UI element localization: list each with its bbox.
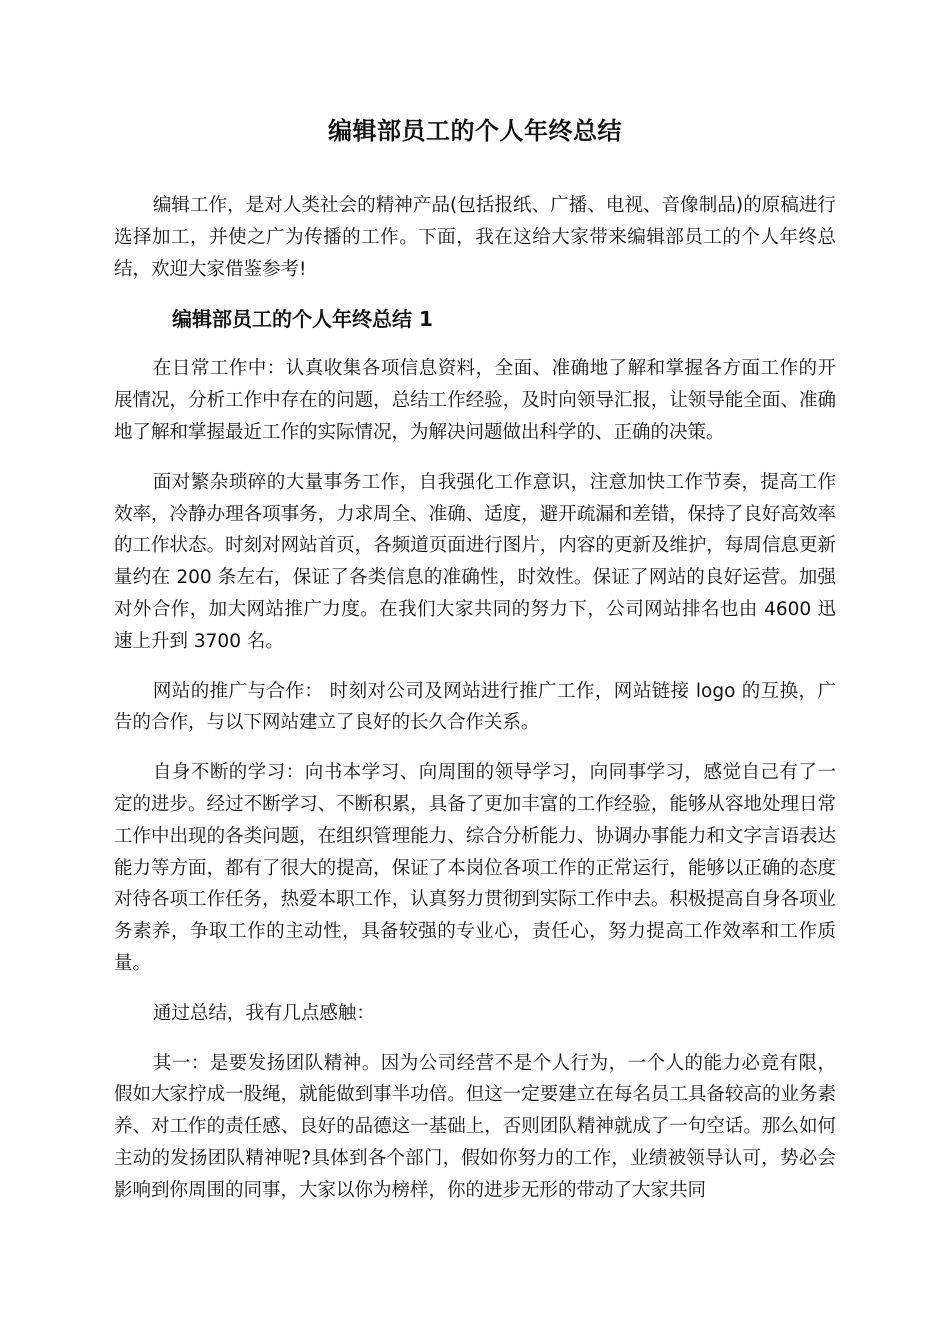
body-paragraph: 通过总结，我有几点感触：: [152, 1002, 375, 1024]
intro-paragraph: 编辑工作，是对人类社会的精神产品(包括报纸、广播、电视、音像制品)的原稿进行选择加工，并使之广为传播的工作。下面，我在这给大家带来编辑部员工的个人年终总结，欢迎大家借鉴参考!: [114, 195, 836, 280]
section-heading: 编辑部员工的个人年终总结 1: [172, 307, 433, 332]
body-paragraph: 自身不断的学习：向书本学习、向周围的领导学习，向同事学习，感觉自己有了一定的进步。经过不断学习、不断积累，具备了更加丰富的工作经验，能够从容地处理日常工作中出现的各类问题，在组织管理能力、综合分析能力、协调办事能力和文字言语表达能力等方面，都有了很大的提高，保证了本岗位各项工作的正常运行，能够以正确的态度对待各项工作任务，热爱本职工作，认真努力贯彻到实际工作中去。积极提高自身各项业务素养，争取工作的主动性，具备较强的专业心，责任心，努力提高工作效率和工作质量。: [114, 762, 836, 974]
document-title: 编辑部员工的个人年终总结: [328, 117, 622, 145]
body-paragraph: 网站的推广与合作： 时刻对公司及网站进行推广工作，网站链接 logo 的互换，广告的合作，与以下网站建立了良好的长久合作关系。: [114, 680, 836, 734]
body-paragraph: 面对繁杂琐碎的大量事务工作，自我强化工作意识，注意加快工作节奏，提高工作效率，冷静办理各项事务，力求周全、准确、适度，避开疏漏和差错，保持了良好高效率的工作状态。时刻对网站首页，各频道页面进行图片，内容的更新及维护，每周信息更新量约在 200 条左右，保证了各类信息的准确性，时效性。保证了网站的良好运营。加强对外合作，加大网站推广力度。在我们大家共同的努力下，公司网站排名也由 4600 迅速上升到 3700 名。: [114, 471, 836, 652]
body-paragraph: 在日常工作中：认真收集各项信息资料，全面、准确地了解和掌握各方面工作的开展情况，分析工作中存在的问题，总结工作经验，及时向领导汇报，让领导能全面、准确地了解和掌握最近工作的实际情况，为解决问题做出科学的、正确的决策。: [114, 358, 836, 443]
body-paragraph: 其一：是要发扬团队精神。因为公司经营不是个人行为，一个人的能力必竟有限，假如大家拧成一股绳，就能做到事半功倍。但这一定要建立在每名员工具备较高的业务素养、对工作的责任感、良好的品德这一基础上，否则团队精神就成了一句空话。那么如何主动的发扬团队精神呢?具体到各个部门，假如你努力的工作，业绩被领导认可，势必会影响到你周围的同事，大家以你为榜样，你的进步无形的带动了大家共同: [114, 1052, 836, 1201]
